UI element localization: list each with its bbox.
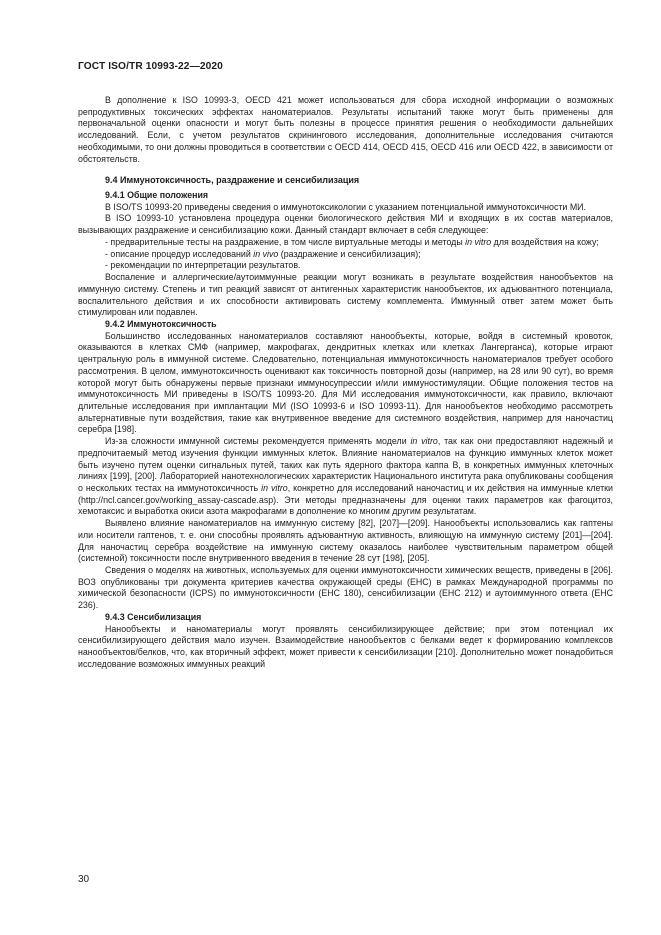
list-item: - предварительные тесты на раздражение, в том числе виртуальные методы и методы in vitro для воздействия на кожу;: [105, 236, 599, 247]
subsection-heading: 9.4.3 Сенсибилизация: [105, 611, 202, 622]
paragraph: Из-за сложности иммунной системы рекомендуется применять модели in vitro, так как они предоставляют надежный и предпочитаемый метод изучения функции иммунных клеток. Влияние наноматериалов на функцию иммунных клеток может быть изучено путем оценки сигнальных путей, таких как путь ядерного фактора каппа В, в конкретных иммунных клеточных линиях [199], [200]. Лабораторией нанотехнологических характеристик Национального института рака опубликованы сообщения о нескольких тестах на иммунотоксичность in vitro, конкретно для исследований наночастиц и их действия на иммунные клетки (http://ncl.cancer.gov/working_assay-cascade.asp). Эти методы предназначены для оценки таких параметров как фагоцитоз, хемотаксис и выработка окиси азота макрофагами в дополнение ко многим другим результатам.: [78, 436, 613, 517]
page-number: 30: [78, 874, 90, 885]
subsection-heading: 9.4.1 Общие положения: [105, 190, 209, 201]
paragraph: Воспаление и аллергические/аутоиммунные реакции могут возникать в результате воздействия нанообъектов на иммунную систему. Степень и тип реакций зависят от антигенных характеристик нанообъектов, их адъювантного потенциала, воспалительного действия и их способности активировать систему комплемента. Иммунный ответ затем может быть стимулирован или подавлен.: [78, 272, 613, 318]
paragraph: В ISO 10993-10 установлена процедура оценки биологического действия МИ и входящих в их состав материалов, вызывающих раздражение и сенсибилизацию кожи. Данный стандарт включает в себя следующее:: [78, 213, 613, 236]
list-item: - рекомендации по интерпретации результатов.: [105, 260, 301, 271]
page-header: ГОСТ ISO/TR 10993-22—2020: [78, 61, 223, 72]
subsection-heading: 9.4.2 Иммунотоксичность: [105, 318, 217, 329]
section-heading: 9.4 Иммунотоксичность, раздражение и сенсибилизация: [105, 175, 360, 186]
document-body: [78, 95, 613, 671]
paragraph: Нанообъекты и наноматериалы могут проявлять сенсибилизирующее действие; при этом потенциал их сенсибилизирующего действия мало изучен. Взаимодействие нанообъектов с белками ведет к формированию комплексов нанообъектов/белков, что, как вторичный эффект, может привести к сенсибилизации [210]. Дополнительно может понадобиться исследование возможных иммунных реакций: [78, 623, 613, 669]
paragraph: Сведения о моделях на животных, используемых для оценки иммунотоксичности химических веществ, приведены в [206]. ВОЗ опубликованы три документа критериев качества окружающей среды (ЕНС) в рамках Международной программы по химической безопасности (ICPS) по иммунотоксичности (ЕНС 180), сенсибилизации (ЕНС 212) и аутоиммунного ответа (ЕНС 236).: [78, 565, 613, 611]
paragraph: Большинство исследованных наноматериалов составляют нанообъекты, которые, войдя в системный кровоток, оказываются в клетках СМФ (например, макрофагах, дендритных клетках или клетках Лангерганса), которые играют центральную роль в иммунной системе. Следовательно, потенциальная иммунотоксичность наноматериалов требует особого рассмотрения. В целом, иммунотоксичность оценивают как токсичность повторной дозы (например, на 28 или 90 сут), во время которой могут быть обнаружены первые признаки иммуносупрессии и/или иммуностимуляции. Общие положения тестов на иммунотоксичность МИ приведены в ISO/TS 10993-20. Для МИ исследования иммунотоксичности, как правило, включают длительные исследования при имплантации МИ (ISO 10993-6 и ISO 10993-11). Для нанообъектов необходимо рассмотреть альтернативные пути воздействия, такие как внутривенное введение для системного воздействия, например для наночастиц серебра [198].: [78, 330, 613, 435]
paragraph: В дополнение к ISO 10993-3, OECD 421 может использоваться для сбора исходной информации о возможных репродуктивных токсических эффектах наноматериалов. Результаты испытаний также могут быть применены для первоначальной оценки опасности и могут быть полезны в процессе принятия решения о необходимости дальнейших исследований. Если, с учетом результатов скринингового исследования, дополнительные исследования считаются необходимыми, то они должны проводиться в соответствии с OECD 414, OECD 415, OECD 416 или OECD 422, в зависимости от обстоятельств.: [78, 95, 613, 164]
paragraph: В ISO/TS 10993-20 приведены сведения о иммунотоксикологии с указанием потенциальной иммунотоксичности МИ.: [105, 201, 586, 212]
paragraph: Выявлено влияние наноматериалов на иммунную систему [82], [207]—[209]. Нанообъекты использовались как гаптены или носители гаптенов, т. е. они способны проявлять адъювантную активность, влияющую на иммунную систему [201]—[204]. Для наночастиц серебра воздействие на иммунную систему оказалось наиболее чувствительным параметром общей (системной) токсичности после внутривенного введения в течение 28 сут [198], [205].: [78, 518, 613, 564]
list-item: - описание процедур исследований in vivo (раздражение и сенсибилизация);: [105, 248, 421, 259]
